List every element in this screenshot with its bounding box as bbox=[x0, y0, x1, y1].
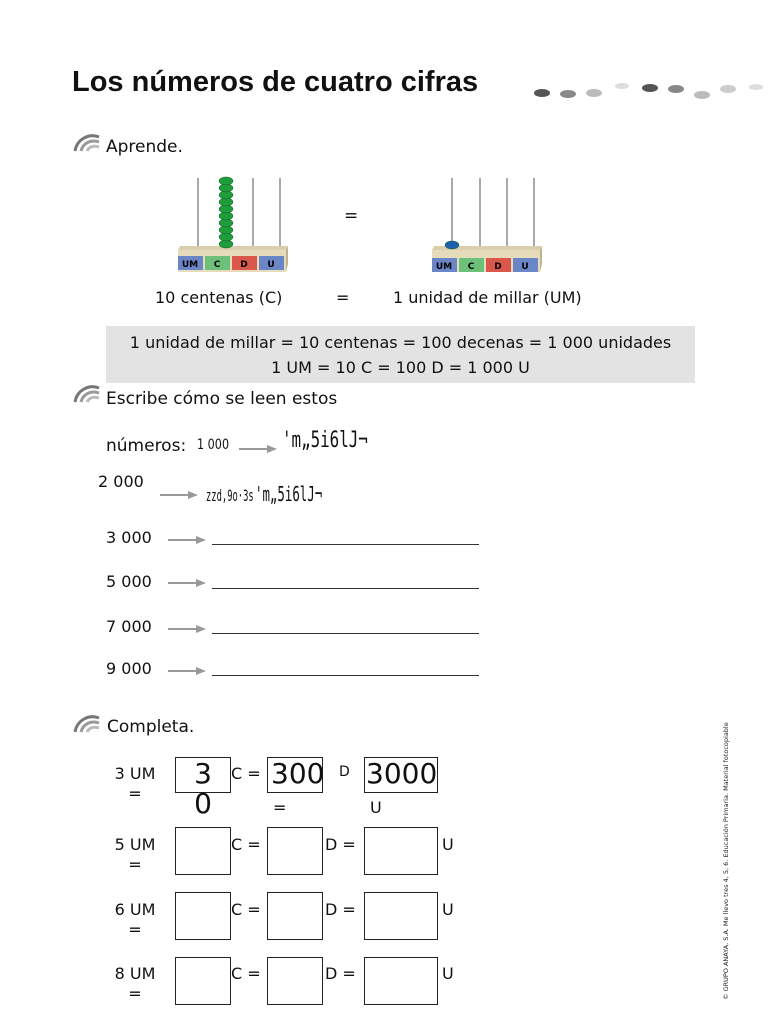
abacus-bead bbox=[219, 177, 233, 185]
c-input-box[interactable] bbox=[175, 827, 231, 875]
u-label: U bbox=[442, 835, 454, 854]
page-title: Los números de cuatro cifras bbox=[72, 66, 479, 98]
info-box bbox=[106, 326, 695, 383]
answer-line-7000[interactable] bbox=[212, 633, 479, 634]
d-equals-label: D = bbox=[325, 835, 356, 854]
arrow-icon bbox=[168, 666, 206, 676]
arrow-icon bbox=[168, 624, 206, 634]
section-swirl-icon bbox=[73, 133, 101, 155]
number-2000: 2 000 bbox=[98, 472, 144, 491]
arrow-icon bbox=[168, 535, 206, 545]
d-input-box[interactable] bbox=[267, 892, 323, 940]
section-learn-label: Aprende. bbox=[106, 137, 183, 157]
number-3000: 3 000 bbox=[106, 528, 152, 547]
caption-unidad-millar: 1 unidad de millar (UM) bbox=[393, 288, 582, 307]
abacus-right-col-d: D bbox=[494, 262, 502, 272]
caption-centenas: 10 centenas (C) bbox=[155, 288, 283, 307]
c-equals-label: C = bbox=[231, 964, 261, 983]
answer-line-9000[interactable] bbox=[212, 675, 479, 676]
c-input-value: 3 0 bbox=[194, 757, 212, 820]
section-swirl-icon bbox=[73, 384, 101, 406]
complete-row-label: 8 UM = bbox=[114, 964, 156, 1003]
d-input-box[interactable] bbox=[267, 957, 323, 1005]
u-input-value: 3000 bbox=[366, 757, 438, 790]
answer-2000: 'm„5i6lJ¬ bbox=[255, 482, 323, 506]
arrow-icon bbox=[239, 444, 277, 454]
c-equals-label: C = bbox=[231, 764, 261, 783]
d-equals-below: = bbox=[273, 798, 287, 817]
decorative-dots bbox=[532, 80, 768, 104]
number-1000: 1 000 bbox=[197, 437, 230, 453]
abacus-right-col-u: U bbox=[521, 262, 529, 272]
d-input-value: 300 bbox=[271, 757, 325, 790]
number-9000: 9 000 bbox=[106, 659, 152, 678]
section-swirl-icon bbox=[73, 714, 101, 736]
abacus-left-col-um: UM bbox=[181, 260, 199, 270]
u-label: U bbox=[442, 900, 454, 919]
abacus-left-col-u: U bbox=[267, 260, 275, 270]
info-line-2: 1 UM = 10 C = 100 D = 1 000 U bbox=[271, 358, 530, 377]
section-write-label: Escribe cómo se leen estos bbox=[106, 389, 338, 409]
d-equals-label: D bbox=[339, 764, 350, 780]
answer-line-3000[interactable] bbox=[212, 544, 479, 545]
d-equals-label: D = bbox=[325, 900, 356, 919]
arrow-icon bbox=[160, 490, 198, 500]
number-7000: 7 000 bbox=[106, 617, 152, 636]
abacus-left-col-c: C bbox=[213, 260, 221, 270]
answer-2000-prefix: zzd,9o·3s bbox=[206, 486, 254, 505]
c-equals-label: C = bbox=[231, 900, 261, 919]
u-input-box[interactable] bbox=[364, 957, 438, 1005]
u-label: U bbox=[442, 964, 454, 983]
arrow-icon bbox=[168, 578, 206, 588]
c-input-box[interactable] bbox=[175, 957, 231, 1005]
u-input-box[interactable] bbox=[364, 892, 438, 940]
c-input-box[interactable] bbox=[175, 892, 231, 940]
info-line-1: 1 unidad de millar = 10 centenas = 100 decenas = 1 000 unidades bbox=[129, 333, 672, 352]
section-write-label-cont: números: bbox=[106, 436, 187, 456]
complete-row-label: 3 UM = bbox=[114, 764, 156, 803]
complete-row-label: 5 UM = bbox=[114, 835, 156, 874]
u-input-box[interactable] bbox=[364, 827, 438, 875]
abacus-left-col-d: D bbox=[240, 260, 248, 270]
abacus-right bbox=[430, 162, 542, 282]
section-complete-label: Completa. bbox=[107, 717, 195, 737]
caption-equals: = bbox=[336, 288, 350, 307]
complete-row-label: 6 UM = bbox=[114, 900, 156, 939]
answer-1000: 'm„5i6lJ¬ bbox=[282, 428, 368, 453]
number-5000: 5 000 bbox=[106, 572, 152, 591]
d-equals-label: D = bbox=[325, 964, 356, 983]
d-input-box[interactable] bbox=[267, 827, 323, 875]
c-equals-label: C = bbox=[231, 835, 261, 854]
u-label: U bbox=[370, 798, 382, 817]
abacus-right-col-c: C bbox=[467, 262, 475, 272]
abacus-right-col-um: UM bbox=[435, 262, 453, 272]
answer-line-5000[interactable] bbox=[212, 588, 479, 589]
abacus-equals: = bbox=[344, 206, 359, 226]
abacus-left bbox=[176, 160, 288, 280]
abacus-bead bbox=[445, 241, 459, 249]
copyright-note: © GRUPO ANAYA, S.A. Me llevo tres 4, 5, 6. Educación Primaria. Material fotocopiable bbox=[722, 722, 730, 1000]
